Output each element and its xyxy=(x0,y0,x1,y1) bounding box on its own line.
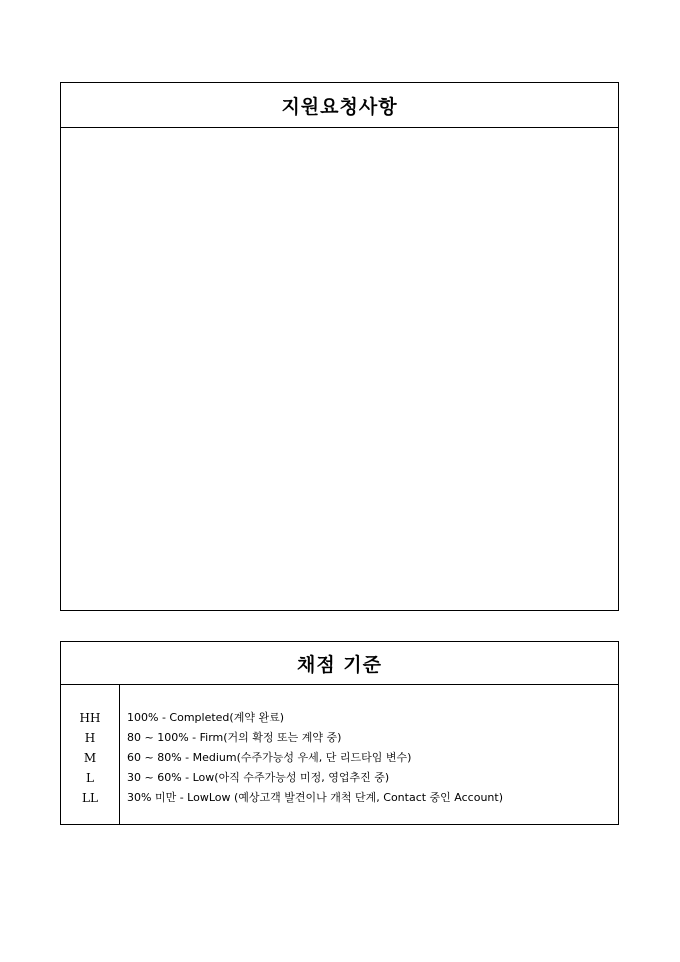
grade-label-hh: HH xyxy=(79,711,101,725)
grade-label-m: M xyxy=(83,751,97,765)
support-request-title: 지원요청사항 xyxy=(61,83,618,128)
grade-desc-hh: 100% - Completed(계약 완료) xyxy=(127,711,284,724)
grade-desc-l: 30 ~ 60% - Low(아직 수주가능성 미정, 영업추진 중) xyxy=(127,771,390,784)
scoring-criteria-table xyxy=(61,685,618,825)
grade-column xyxy=(61,685,120,825)
scoring-criteria-title: 채점 기준 xyxy=(61,642,618,685)
grade-desc-ll: 30% 미만 - LowLow (예상고객 발견이나 개척 단계, Contact 중인 Account) xyxy=(127,791,504,804)
support-request-section xyxy=(60,82,619,611)
grade-label-l: L xyxy=(86,771,94,785)
grade-desc-h: 80 ~ 100% - Firm(거의 확정 또는 계약 중) xyxy=(127,731,342,744)
grade-desc-m: 60 ~ 80% - Medium(수주가능성 우세, 단 리드타임 변수) xyxy=(127,751,412,764)
description-column xyxy=(120,685,618,825)
grade-label-ll: LL xyxy=(82,791,98,805)
scoring-criteria-section xyxy=(60,641,619,825)
grade-label-h: H xyxy=(84,731,96,745)
